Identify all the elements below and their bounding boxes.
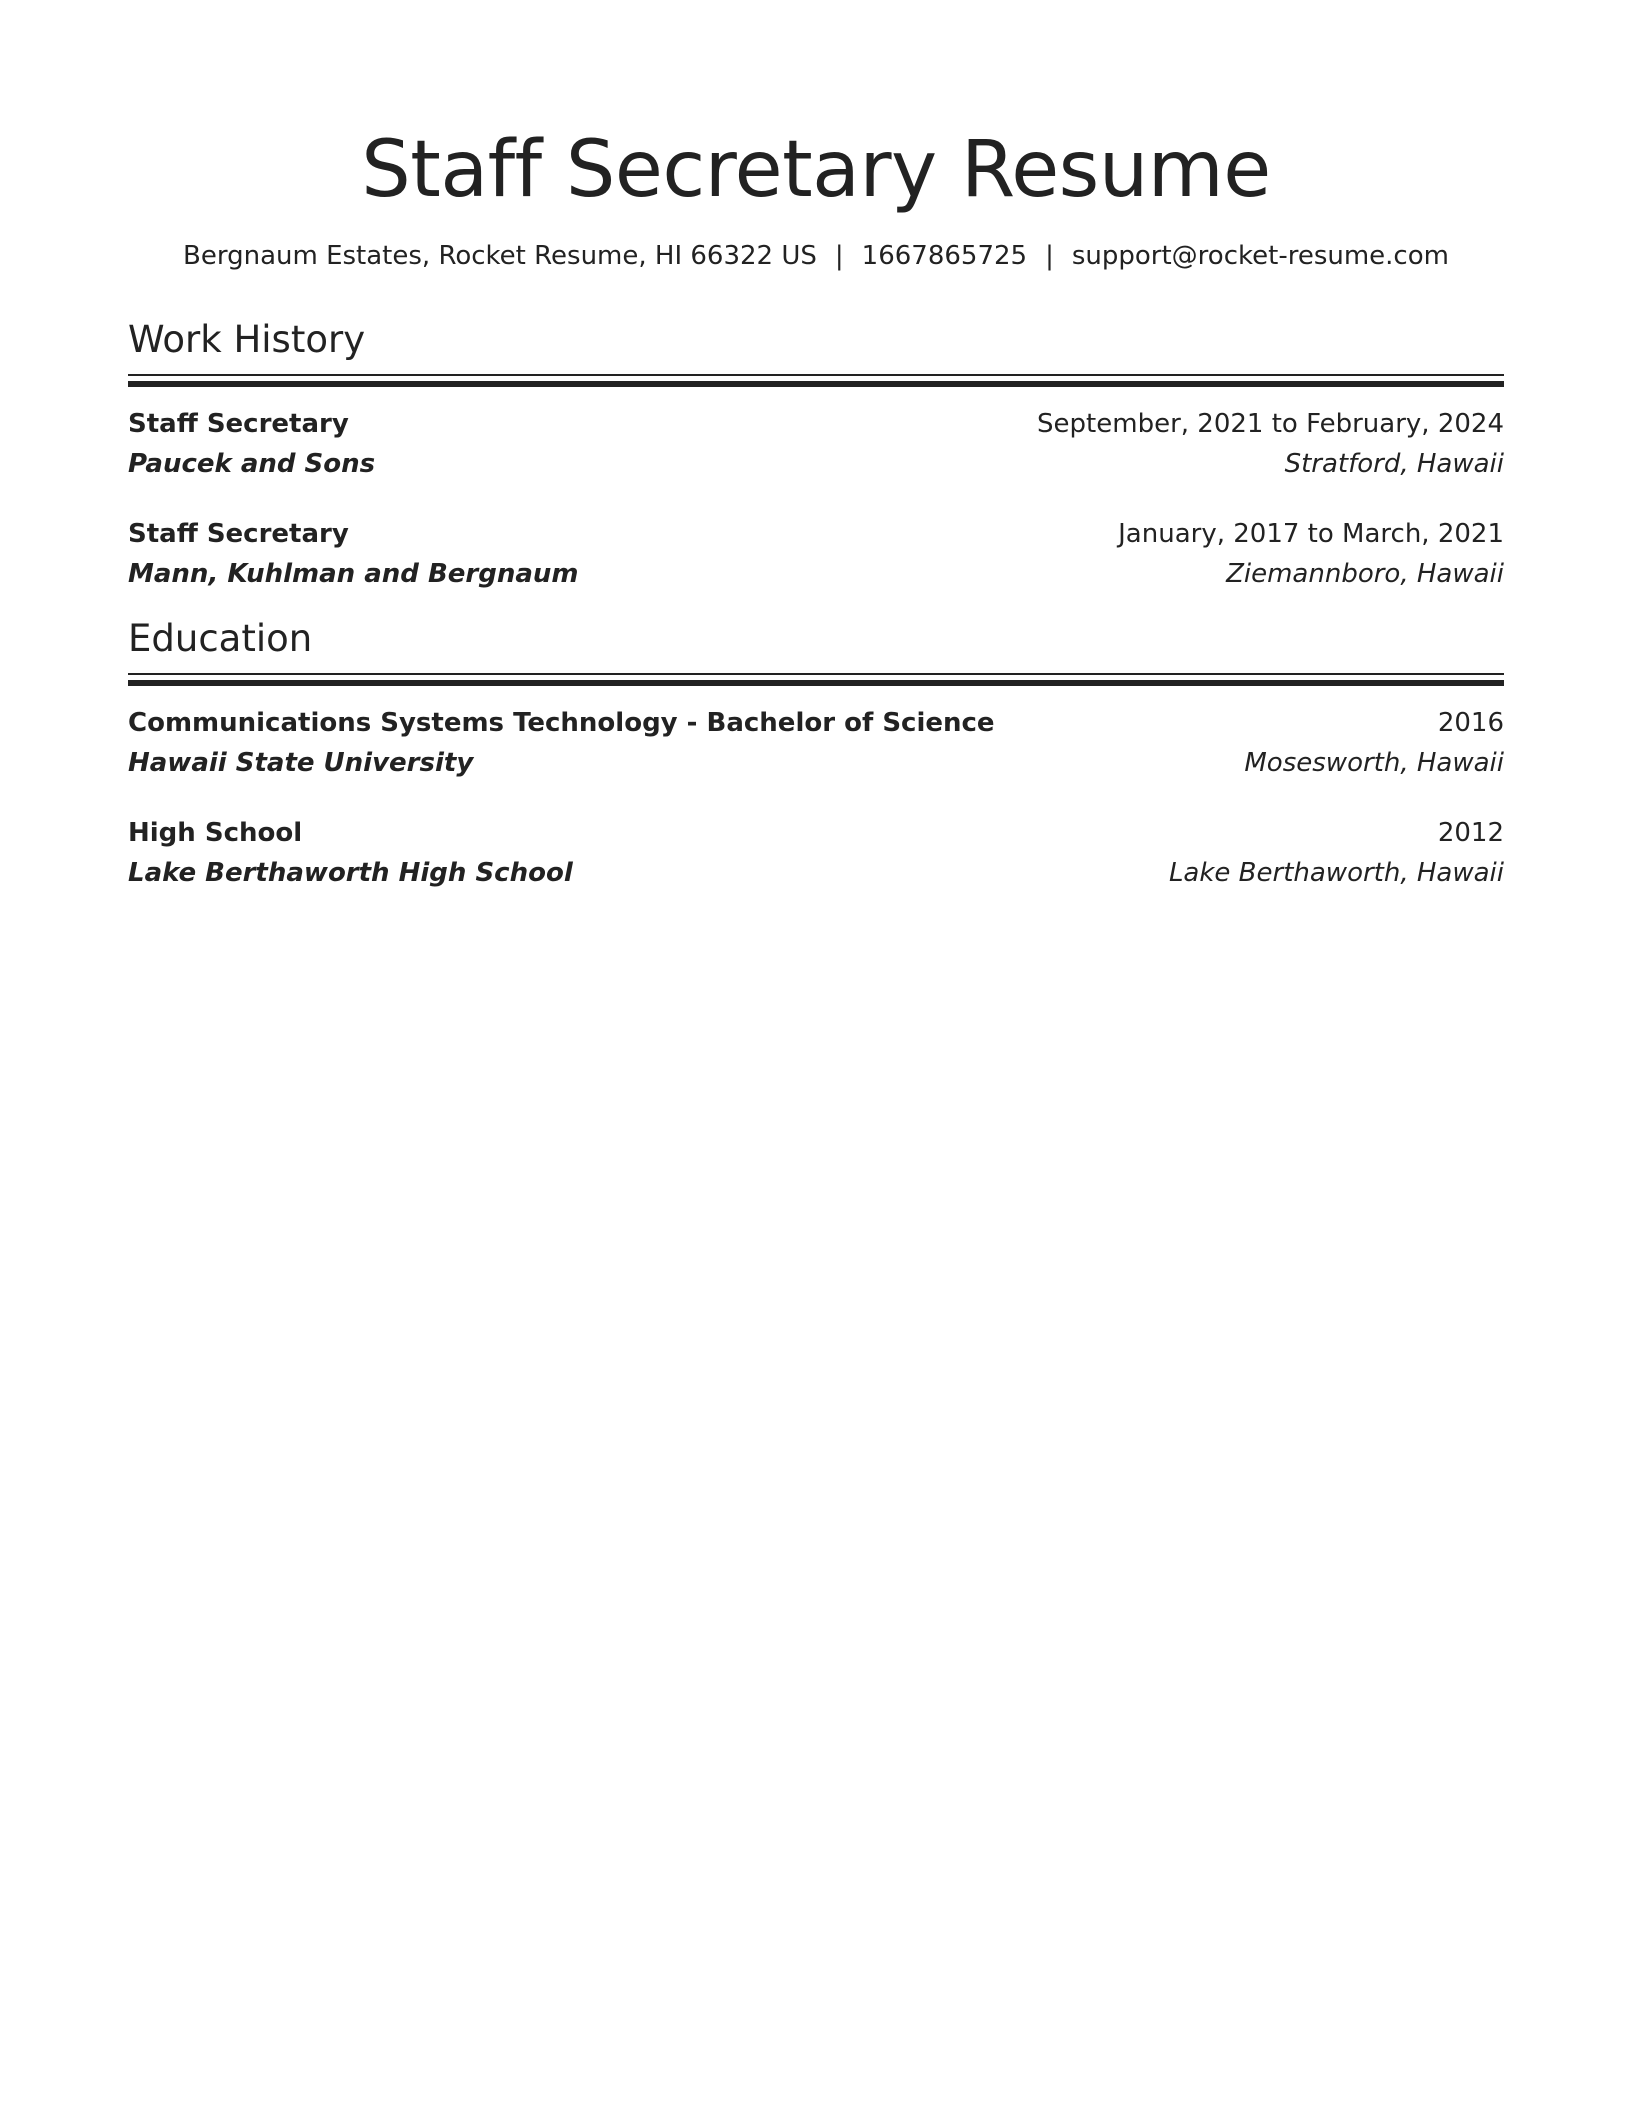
entry-org-row bbox=[128, 554, 1504, 594]
section-heading-education: Education bbox=[128, 617, 313, 660]
section-divider bbox=[128, 374, 1504, 388]
entry-org-row bbox=[128, 743, 1504, 783]
entry-org-row bbox=[128, 444, 1504, 484]
entry-title-row bbox=[128, 813, 1504, 853]
job-dates: January, 2017 to March, 2021 bbox=[1118, 519, 1504, 549]
job-location: Stratford, Hawaii bbox=[1284, 449, 1504, 479]
job-title: Staff Secretary bbox=[128, 409, 349, 439]
contact-email: support@rocket-resume.com bbox=[1071, 241, 1449, 271]
section-divider bbox=[128, 673, 1504, 687]
contact-phone: 1667865725 bbox=[861, 241, 1028, 271]
job-location: Ziemannboro, Hawaii bbox=[1226, 559, 1504, 589]
entry-org-row bbox=[128, 853, 1504, 893]
school-name: Hawaii State University bbox=[128, 748, 474, 778]
degree-name: Communications Systems Technology - Bachelor of Science bbox=[128, 708, 995, 738]
resume-title: Staff Secretary Resume bbox=[361, 125, 1271, 215]
work-history-section bbox=[128, 316, 1504, 594]
entry-title-row bbox=[128, 404, 1504, 444]
company-name: Paucek and Sons bbox=[128, 449, 376, 479]
education-entry bbox=[128, 813, 1504, 893]
job-title: Staff Secretary bbox=[128, 519, 349, 549]
job-dates: September, 2021 to February, 2024 bbox=[1037, 409, 1504, 439]
section-heading-work-history: Work History bbox=[128, 318, 366, 361]
school-name: Lake Berthaworth High School bbox=[128, 858, 573, 888]
graduation-year: 2012 bbox=[1437, 818, 1504, 848]
entry-title-row bbox=[128, 514, 1504, 554]
contact-line bbox=[128, 238, 1504, 274]
work-entry bbox=[128, 404, 1504, 484]
school-location: Lake Berthaworth, Hawaii bbox=[1168, 858, 1504, 888]
education-section bbox=[128, 615, 1504, 893]
education-entry bbox=[128, 703, 1504, 783]
contact-separator: | bbox=[834, 241, 844, 271]
school-location: Mosesworth, Hawaii bbox=[1244, 748, 1504, 778]
degree-name: High School bbox=[128, 818, 303, 848]
company-name: Mann, Kuhlman and Bergnaum bbox=[128, 559, 579, 589]
work-entry bbox=[128, 514, 1504, 594]
contact-separator: | bbox=[1045, 241, 1054, 271]
entry-title-row bbox=[128, 703, 1504, 743]
graduation-year: 2016 bbox=[1437, 708, 1504, 738]
contact-address: Bergnaum Estates, Rocket Resume, HI 66322 US bbox=[183, 241, 817, 271]
